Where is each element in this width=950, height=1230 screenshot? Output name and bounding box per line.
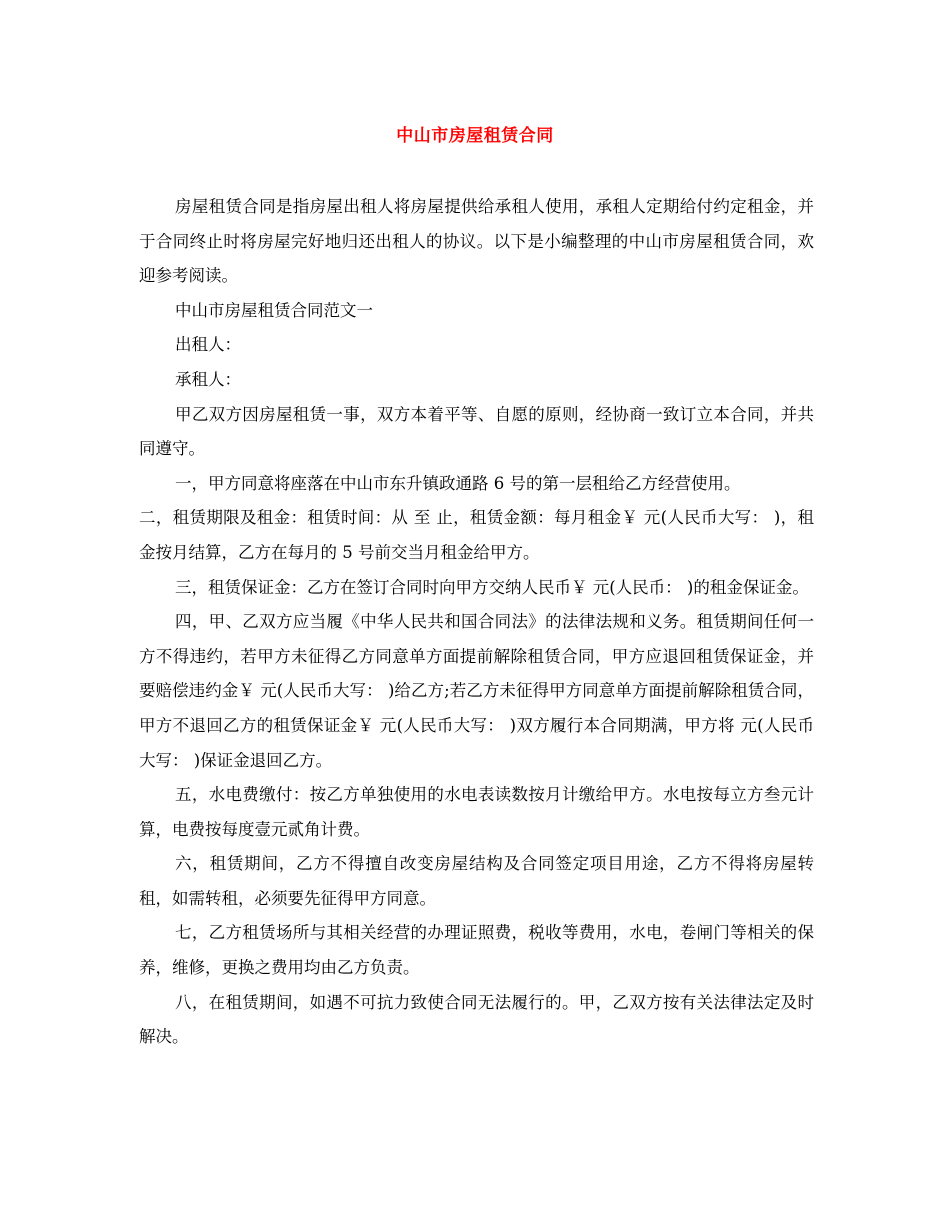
intro-paragraph: 房屋租赁合同是指房屋出租人将房屋提供给承租人使用，承租人定期给付约定租金，并于合同终止时将房屋完好地归还出租人的协议。以下是小编整理的中山市房屋租赁合同，欢迎参考阅读。 xyxy=(139,197,814,286)
agreement-preamble: 甲乙双方因房屋租赁一事，双方本着平等、自愿的原则，经协商一致订立本合同，并共同遵守。 xyxy=(139,404,814,459)
document-title: 中山市房屋租赁合同 xyxy=(396,126,554,146)
clause-7: 七，乙方租赁场所与其相关经营的办理证照费，税收等费用，水电，卷闸门等相关的保养，维修，更换之费用均由乙方负责。 xyxy=(139,923,814,978)
lessor-line: 出租人： xyxy=(175,335,241,355)
sample-heading: 中山市房屋租赁合同范文一 xyxy=(175,300,373,320)
clause-8: 八，在租赁期间，如遇不可抗力致使合同无法履行的。甲，乙双方按有关法律法定及时解决。 xyxy=(139,992,814,1047)
document-body xyxy=(139,190,814,1055)
clause-1: 一，甲方同意将座落在中山市东升镇政通路 6 号的第一层租给乙方经营使用。 xyxy=(175,473,741,493)
clause-5: 五，水电费缴付：按乙方单独使用的水电表读数按月计缴给甲方。水电按每立方叁元计算，电费按每度壹元贰角计费。 xyxy=(139,785,814,839)
clause-2: 二，租赁期限及租金：租赁时间：从 至 止，租赁金额：每月租金￥ 元(人民币大写： )，租金按月结算，乙方在每月的 5 号前交当月租金给甲方。 xyxy=(139,508,814,562)
lessee-line: 承租人： xyxy=(175,369,241,389)
clause-3: 三，租赁保证金：乙方在签订合同时向甲方交纳人民币￥ 元(人民币： )的租金保证金。 xyxy=(175,577,809,597)
clause-6: 六，租赁期间，乙方不得擅自改变房屋结构及合同签定项目用途，乙方不得将房屋转租，如需转租，必须要先征得甲方同意。 xyxy=(139,854,814,908)
clause-4: 四，甲、乙双方应当履《中华人民共和国合同法》的法律法规和义务。租赁期间任何一方不得违约，若甲方未征得乙方同意单方面提前解除租赁合同，甲方应退回租赁保证金，并要赔偿违约金￥ 元(人民币大写： )给乙方;若乙方未征得甲方同意单方面提前解除租赁合同，甲方不退回乙方的租赁保证金￥ 元(人民币大写： )双方履行本合同期满，甲方将 元(人民币大写： )保证金退回乙方。 xyxy=(139,612,814,770)
